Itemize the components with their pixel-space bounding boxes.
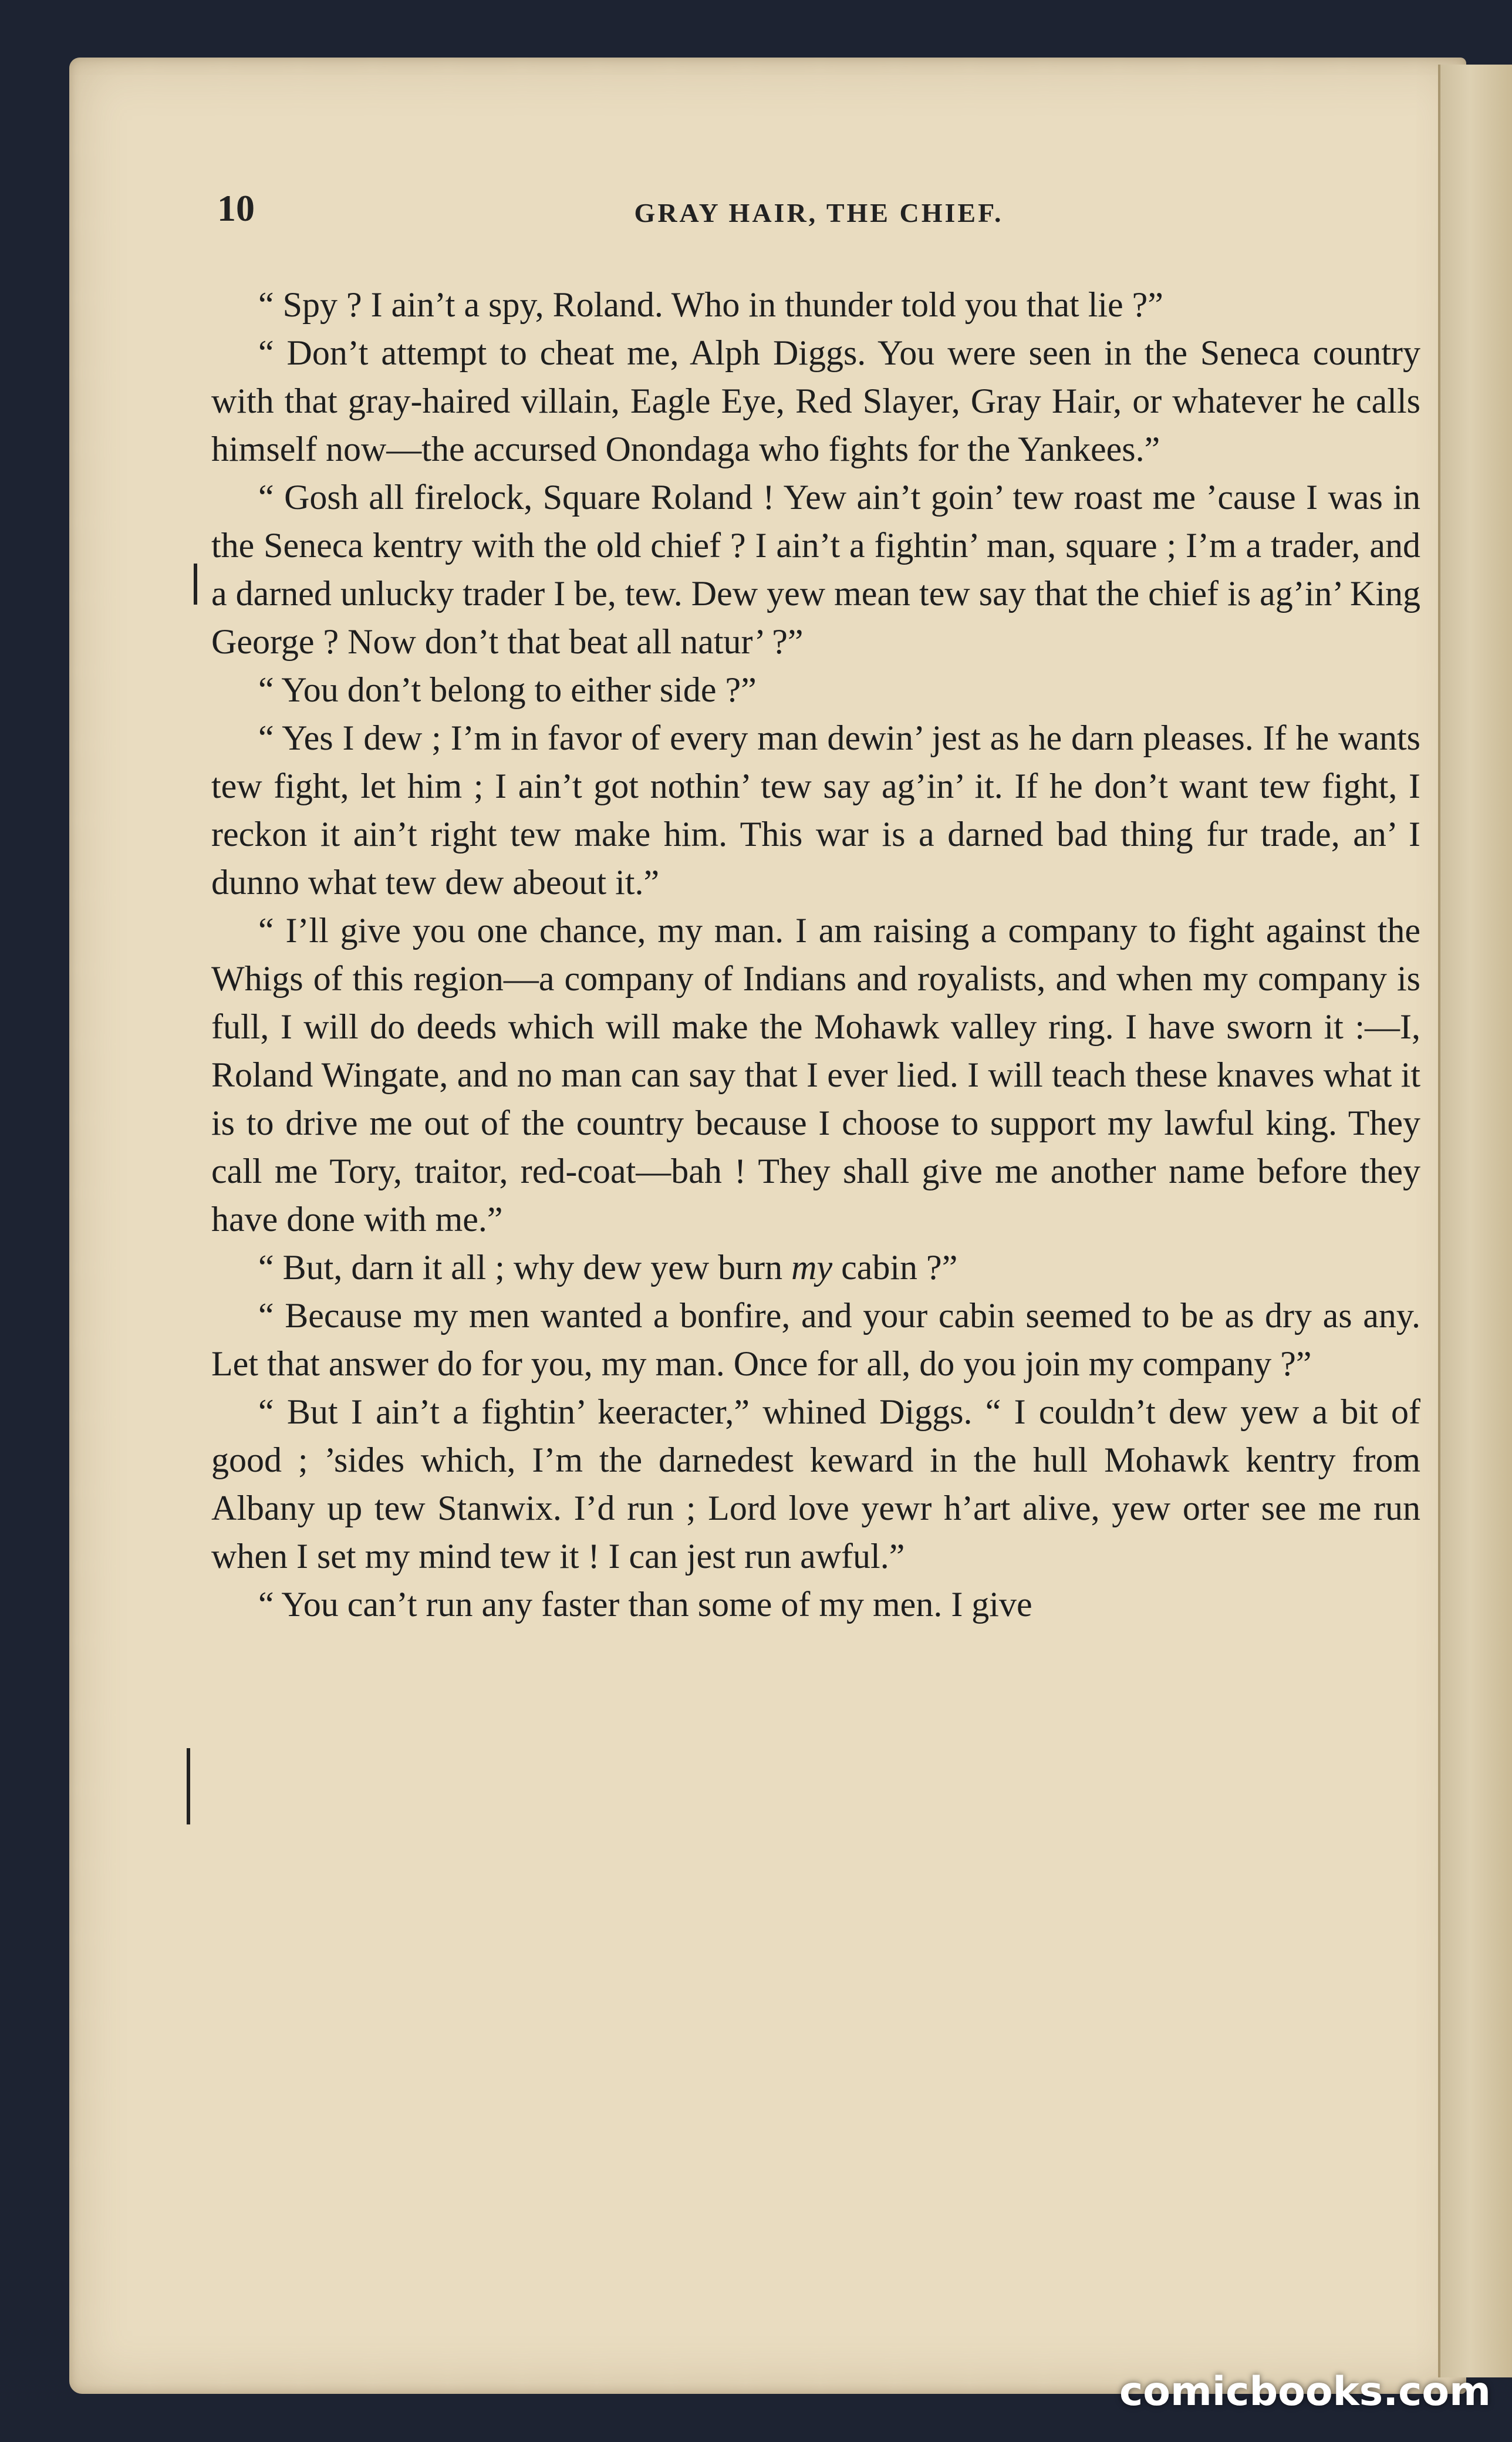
paragraph: “ But I ain’t a fightin’ keeracter,” whined Diggs. “ I couldn’t dew yew a bit of good ; ’sides which, I’m the darnedest keward in the hull Mohawk kentry from Albany up tew Stanwix. I’d run ; Lord love yewr h’art alive, yew orter see me run when I set my mind tew it ! I can jest run awful.” bbox=[211, 1392, 1420, 1576]
book-page bbox=[69, 58, 1466, 2394]
paragraph-text: cabin ?” bbox=[832, 1248, 958, 1287]
paragraph-text: “ But, darn it all ; why dew yew burn bbox=[258, 1248, 792, 1287]
paragraph: “ Spy ? I ain’t a spy, Roland. Who in thunder told you that lie ?” bbox=[258, 285, 1163, 324]
paragraph: “ Gosh all firelock, Square Roland ! Yew ain’t goin’ tew roast me ’cause I was in the Seneca kentry with the old chief ? I ain’t a fightin’ man, square ; I’m a trader, and a darned unlucky trader I be, tew. Dew yew mean tew say that the chief is ag’in’ King George ? Now don’t that beat all natur’ ?” bbox=[211, 478, 1420, 661]
paragraph: “ You can’t run any faster than some of my men. I give bbox=[258, 1585, 1032, 1624]
emphasis-text: my bbox=[791, 1248, 833, 1287]
paragraph: “ Yes I dew ; I’m in favor of every man dewin’ jest as he darn pleases. If he wants tew fight, let him ; I ain’t got nothin’ tew say ag’in’ it. If he don’t want tew fight, I reckon it ain’t right tew make him. This war is a darned bad thing fur trade, an’ I dunno what tew dew abeout it.” bbox=[211, 719, 1420, 902]
body-text bbox=[211, 281, 1420, 1628]
adjacent-page-edge bbox=[1438, 65, 1512, 2377]
paragraph: “ Because my men wanted a bonfire, and your cabin seemed to be as dry as any. Let that answer do for you, my man. Once for all, do you join my company ?” bbox=[211, 1296, 1420, 1383]
margin-mark bbox=[187, 1748, 190, 1824]
paragraph: “ You don’t belong to either side ?” bbox=[258, 670, 757, 709]
watermark: comicbooks.com bbox=[1119, 2369, 1491, 2415]
page-header bbox=[217, 187, 1420, 245]
paragraph bbox=[211, 1243, 1420, 1291]
running-title: GRAY HAIR, THE CHIEF. bbox=[634, 198, 1004, 228]
paragraph: “ Don’t attempt to cheat me, Alph Diggs. You were seen in the Seneca country with that gray-haired villain, Eagle Eye, Red Slayer, Gray Hair, or whatever he calls himself now—the accursed Onondaga who fights for the Yankees.” bbox=[211, 333, 1420, 468]
page-number: 10 bbox=[217, 187, 255, 229]
margin-mark bbox=[194, 564, 197, 605]
paragraph: “ I’ll give you one chance, my man. I am raising a company to fight against the Whigs of this region—a company of Indians and royalists, and when my company is full, I will do deeds which will make the Mohawk valley ring. I have sworn it :—I, Roland Wingate, and no man can say that I ever lied. I will teach these knaves what it is to drive me out of the country because I choose to support my lawful king. They call me Tory, traitor, red-coat—bah ! They shall give me another name before they have done with me.” bbox=[211, 911, 1420, 1239]
